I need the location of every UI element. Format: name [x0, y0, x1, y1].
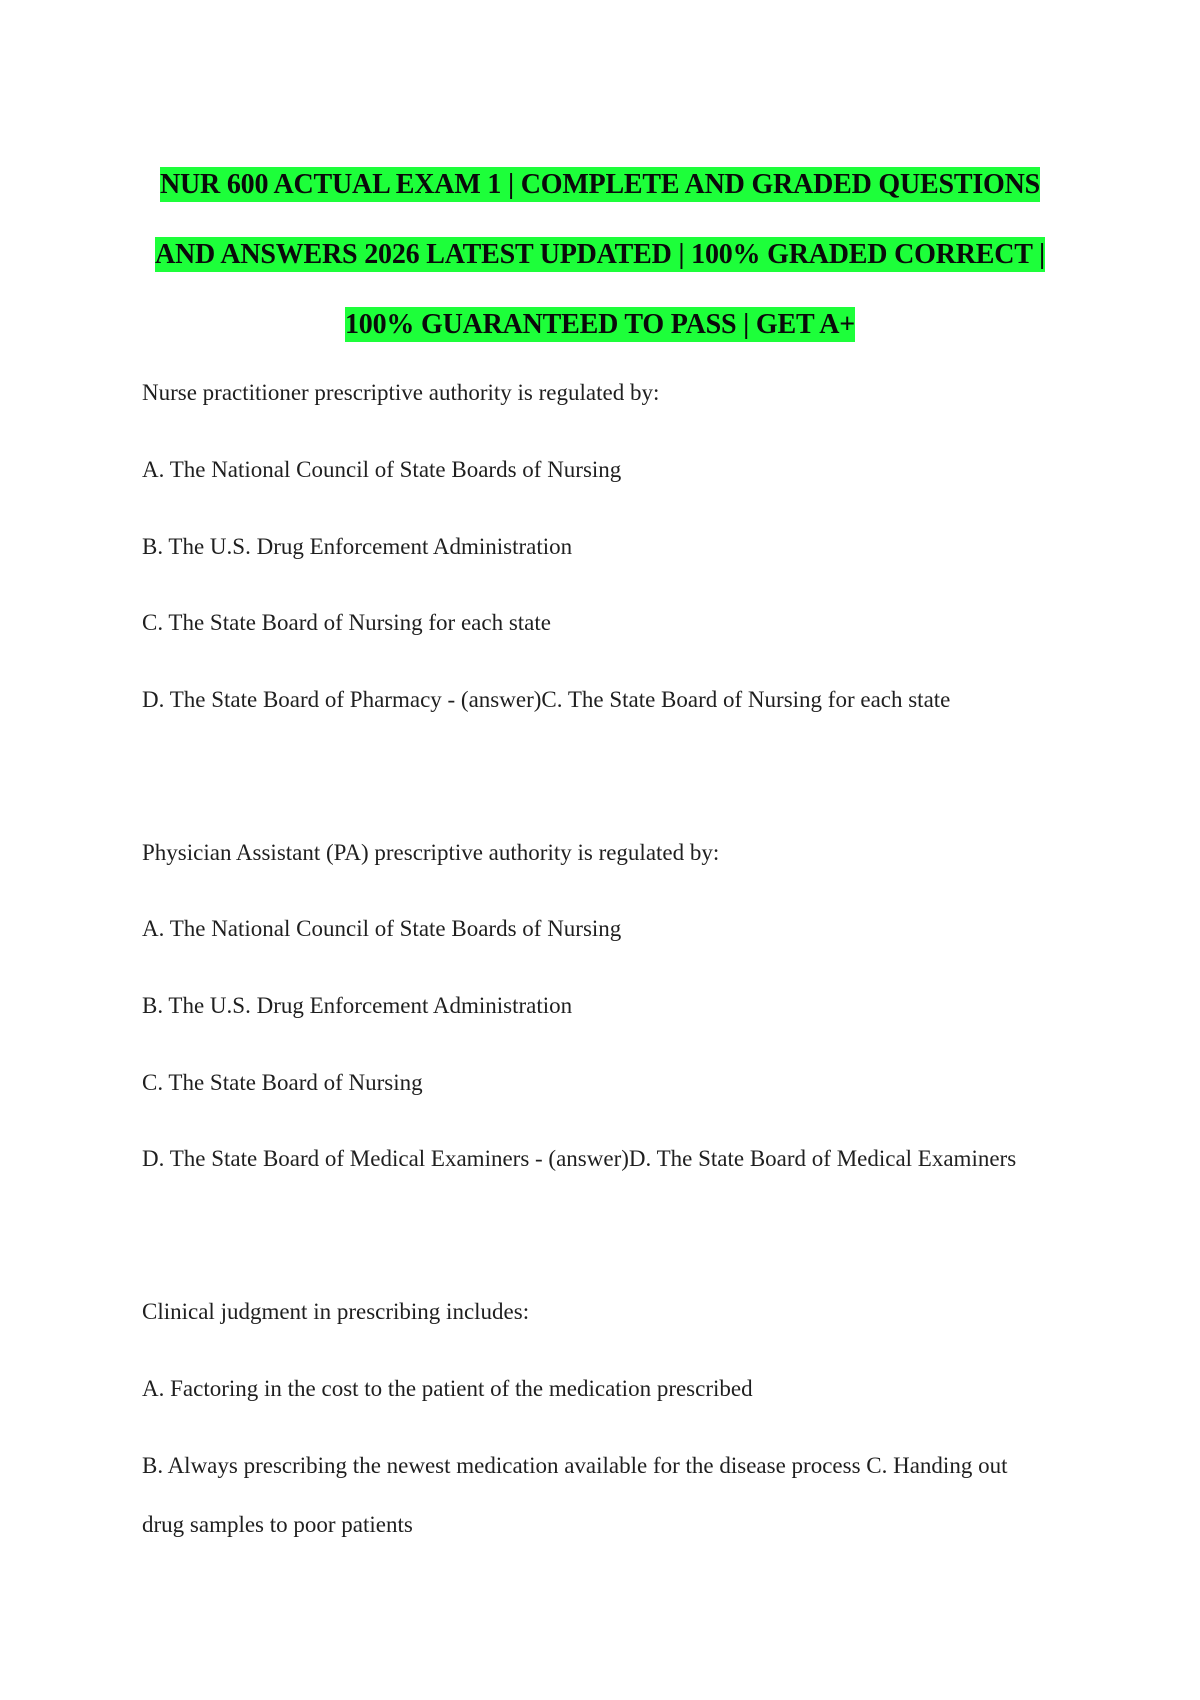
answer-option-d: D. The State Board of Medical Examiners - (answer)D. The State Board of Medical Examiners	[142, 1146, 1017, 1171]
question-stem: Nurse practitioner prescriptive authority is regulated by:	[142, 380, 660, 405]
answer-option-continued: drug samples to poor patients	[142, 1512, 413, 1537]
answer-option-b: B. The U.S. Drug Enforcement Administration	[142, 993, 573, 1018]
answer-option-c: C. The State Board of Nursing	[142, 1070, 423, 1095]
title-line-1: NUR 600 ACTUAL EXAM 1 | COMPLETE AND GRADED QUESTIONS	[160, 169, 1040, 200]
answer-option-a: A. The National Council of State Boards of Nursing	[142, 916, 622, 941]
answer-option-d: D. The State Board of Pharmacy - (answer)C. The State Board of Nursing for each state	[142, 687, 951, 712]
answer-option-a: A. Factoring in the cost to the patient of the medication prescribed	[142, 1376, 753, 1401]
question-stem: Physician Assistant (PA) prescriptive authority is regulated by:	[142, 840, 720, 865]
question-stem: Clinical judgment in prescribing includes:	[142, 1299, 530, 1324]
title-line-2: AND ANSWERS 2026 LATEST UPDATED | 100% GRADED CORRECT |	[155, 239, 1045, 270]
answer-option-b: B. Always prescribing the newest medication available for the disease process C. Handing out	[142, 1453, 1008, 1478]
answer-option-b: B. The U.S. Drug Enforcement Administration	[142, 534, 573, 559]
document-title	[150, 150, 1050, 360]
title-line-3: 100% GUARANTEED TO PASS | GET A+	[345, 309, 855, 340]
answer-option-a: A. The National Council of State Boards of Nursing	[142, 457, 622, 482]
answer-option-c: C. The State Board of Nursing for each state	[142, 610, 551, 635]
